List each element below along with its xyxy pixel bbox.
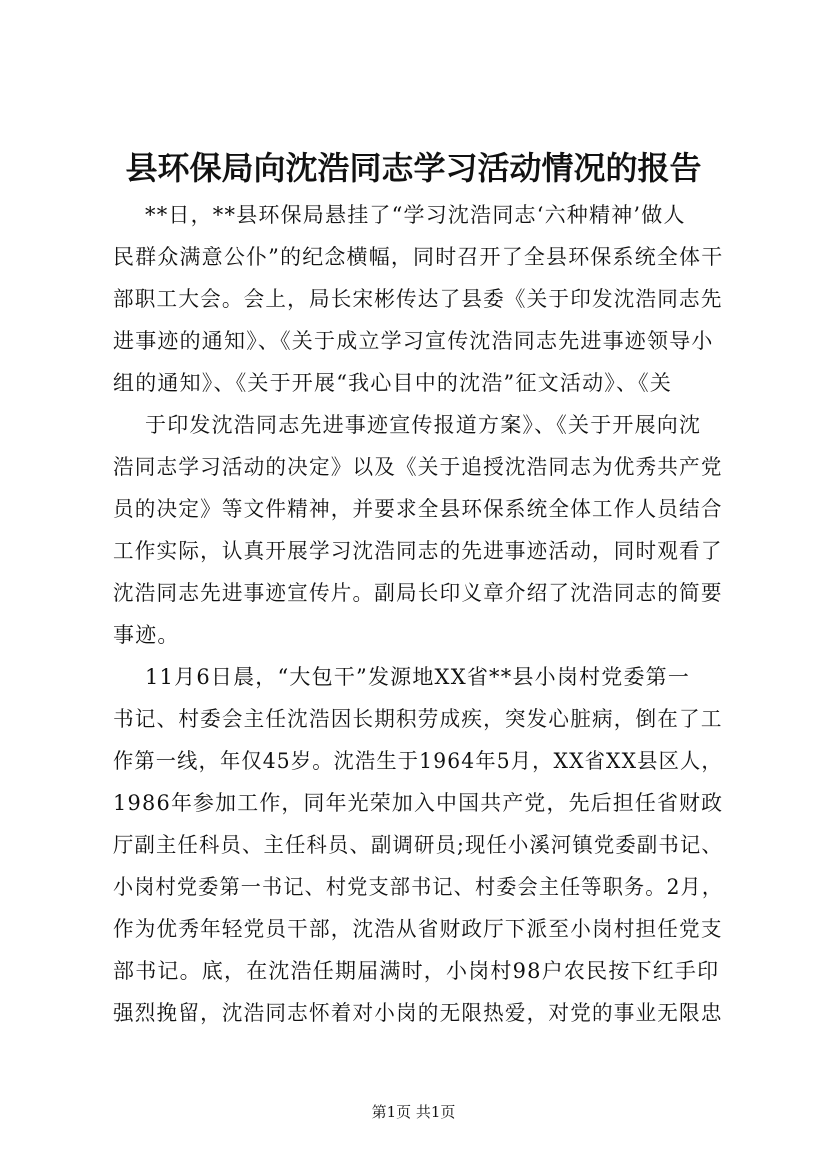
body-line: 强烈挽留，沈浩同志怀着对小岗的无限热爱，对党的事业无限忠 xyxy=(113,1001,723,1025)
body-line: 11月6日晨，“大包干”发源地XX省**县小岗村党委第一 xyxy=(145,665,691,689)
body-line: 浩同志学习活动的决定》以及《关于追授沈浩同志为优秀共产党 xyxy=(113,455,723,479)
body-line: 工作实际，认真开展学习沈浩同志的先进事迹活动，同时观看了 xyxy=(113,539,723,563)
body-line: 作第一线，年仅45岁。沈浩生于1964年5月，XX省XX县区人， xyxy=(113,749,723,773)
body-line: 沈浩同志先进事迹宣传片。副局长印义章介绍了沈浩同志的简要 xyxy=(113,581,723,605)
body-line: 作为优秀年轻党员干部，沈浩从省财政厅下派至小岗村担任党支 xyxy=(113,917,723,941)
body-line: 民群众满意公仆”的纪念横幅，同时召开了全县环保系统全体干 xyxy=(113,245,724,269)
document-title: 县环保局向沈浩同志学习活动情况的报告 xyxy=(125,149,702,187)
body-line: 员的决定》等文件精神，并要求全县环保系统全体工作人员结合 xyxy=(113,497,723,521)
body-line: 于印发沈浩同志先进事迹宣传报道方案》、《关于开展向沈 xyxy=(145,413,702,437)
body-line: **日，**县环保局悬挂了“学习沈浩同志‘六种精神’做人 xyxy=(145,203,686,227)
body-line: 事迹。 xyxy=(113,623,180,647)
body-line: 组的通知》、《关于开展“我心目中的沈浩”征文活动》、《关 xyxy=(113,371,673,395)
body-line: 1986年参加工作，同年光荣加入中国共产党，先后担任省财政 xyxy=(113,791,724,815)
body-line: 部职工大会。会上，局长宋彬传达了县委《关于印发沈浩同志先 xyxy=(113,287,723,311)
body-line: 小岗村党委第一书记、村党支部书记、村委会主任等职务。2月， xyxy=(113,875,724,899)
body-line: 部书记。底，在沈浩任期届满时，小岗村98户农民按下红手印 xyxy=(113,959,720,983)
body-line: 厅副主任科员、主任科员、副调研员;现任小溪河镇党委副书记、 xyxy=(113,833,723,857)
page-footer: 第1页 共1页 xyxy=(371,1103,456,1121)
body-line: 书记、村委会主任沈浩因长期积劳成疾，突发心脏病，倒在了工 xyxy=(113,707,723,731)
body-line: 进事迹的通知》、《关于成立学习宣传沈浩同志先进事迹领导小 xyxy=(113,329,714,353)
